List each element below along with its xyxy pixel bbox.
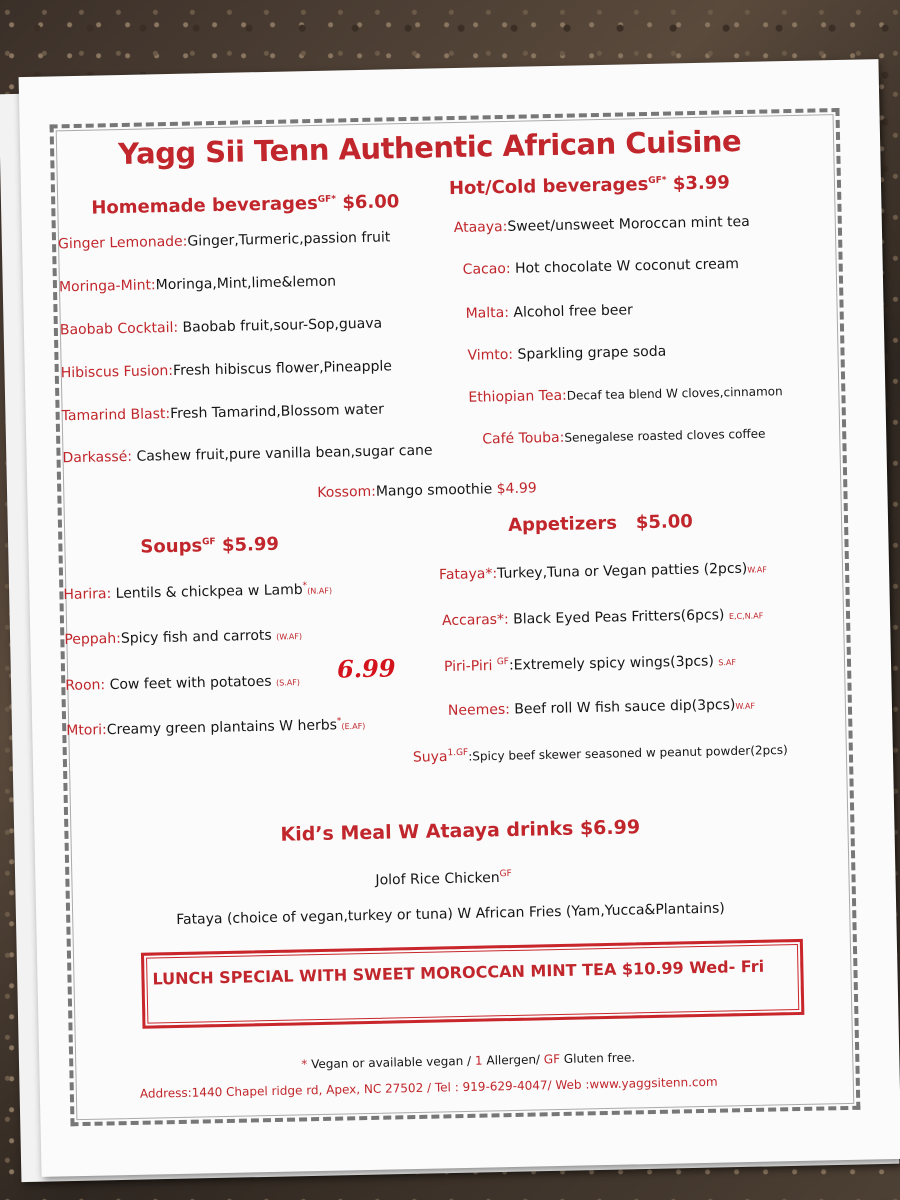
kids-meal-line-2: Fataya (choice of vegan,turkey or tuna) W African Fries (Yam,Yucca&Plantains) [176,900,725,929]
menu-sheet [19,59,900,1177]
menu-item: Harira: Lentils & chickpea w Lamb*(N.AF) [63,581,333,603]
restaurant-title: Yagg Sii Tenn Authentic African Cuisine [117,124,742,172]
kids-meal-heading: Kid’s Meal W Ataaya drinks $6.99 [280,816,641,846]
menu-item: Hibiscus Fusion:Fresh hibiscus flower,Pineapple [60,358,393,382]
menu-item: Ataaya:Sweet/unsweet Moroccan mint tea [453,213,750,237]
hotcold-heading: Hot/Cold beverages$^{GF*}$ $3.99 [448,172,731,200]
address-line: Address:1440 Chapel ridge rd, Apex, NC 27502 / Tel : 919-629-4047/ Web :www.yaggsitenn.com [139,1074,718,1101]
menu-item: Baobab Cocktail: Baobab fruit,sour-Sop,guava [59,315,383,339]
menu-item: Tamarind Blast:Fresh Tamarind,Blossom water [61,401,385,425]
appetizers-heading: Appetizers $5.00 [507,511,693,536]
lunch-special-box [141,939,804,1029]
menu-item: Mtori:Creamy green plantains W herbs*(E.AF) [66,716,366,739]
kossom-item: Kossom:Mango smoothie $4.99 [317,480,537,501]
menu-item: Café Touba:Senegalese roasted cloves coffee [482,426,766,448]
menu-item: Ethiopian Tea:Decaf tea blend W cloves,cinnamon [468,384,783,406]
menu-item: Vimto: Sparkling grape soda [467,343,667,364]
menu-item: Accaras*: Black Eyed Peas Fritters(6pcs) E,C,N.AF [441,607,764,630]
menu-item: Neemes: Beef roll W fish sauce dip(3pcs)W.AF [447,696,756,719]
menu-item: Fataya*:Turkey,Tuna or Vegan patties (2pcs)W.AF [438,560,768,584]
menu-item: Roon: Cow feet with potatoes (S.AF) [65,673,301,694]
menu-item: Ginger Lemonade:Ginger,Turmeric,passion fruit [57,229,391,253]
kids-meal-line-1: Jolof Rice Chicken$^{GF}$ [375,868,512,889]
menu-item: Suya$^{1.GF}$:Spicy beef skewer seasoned w peanut powder(2pcs) [412,742,788,766]
homemade-heading: Homemade beverages$^{GF*}$ $6.00 [91,191,400,219]
menu-item: Cacao: Hot chocolate W coconut cream [462,256,740,278]
handwritten-price: 6.99 [336,653,396,684]
legend: * Vegan or available vegan / 1 Allergen/ GF Gluten free. [301,1050,636,1072]
menu-item: Darkassé: Cashew fruit,pure vanilla bean,sugar cane [62,442,433,467]
lunch-special-text: LUNCH SPECIAL WITH SWEET MOROCCAN MINT TEA $10.99 Wed- Fri [152,956,765,989]
menu-item: Malta: Alcohol free beer [465,302,633,322]
menu-item: Piri-Piri $^{GF}$:Extremely spicy wings(3pcs) S.AF [443,653,737,675]
menu-item: Moringa-Mint:Moringa,Mint,lime&lemon [58,273,337,296]
soups-heading: Soups$^{GF}$ $5.99 [140,533,280,558]
menu-item: Peppah:Spicy fish and carrots (W.AF) [64,627,303,648]
